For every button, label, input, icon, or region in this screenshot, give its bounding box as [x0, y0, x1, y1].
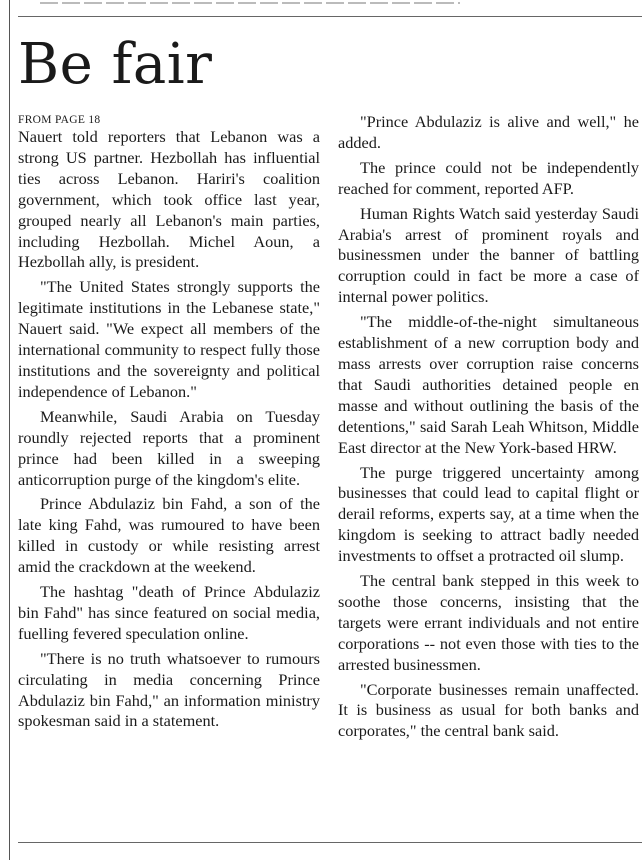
paragraph: Meanwhile, Saudi Arabia on Tuesday roundly rejected reports that a prominent prince had been killed in a sweeping anticorruption purge of the kingdom's elite. [18, 406, 320, 489]
paragraph: The central bank stepped in this week to soothe those concerns, insisting that the targets were errant individuals and not entire corporations -- not even those with ties to the arrested businessmen. [338, 571, 639, 674]
article-column-right [338, 112, 639, 746]
paragraph: Prince Abdulaziz bin Fahd, a son of the late king Fahd, was rumoured to have been killed in custody or while resisting arrest amid the crackdown at the weekend. [18, 494, 320, 577]
cropped-header-fragment [40, 0, 460, 6]
paragraph: "The United States strongly supports the legitimate institutions in the Lebanese state," Nauert said. "We expect all members of the international community to respect fully those institutions and the sovereignty and political independence of Lebanon." [18, 277, 320, 401]
paragraph: The hashtag "death of Prince Abdulaziz bin Fahd" has since featured on social media, fuelling fevered speculation online. [18, 582, 320, 643]
headline: Be fair [18, 32, 213, 97]
paragraph: "Corporate businesses remain unaffected. It is business as usual for both banks and corporates," the central bank said. [338, 679, 639, 741]
paragraph: The purge triggered uncertainty among businesses that could lead to capital flight or derail reforms, experts say, at a time when the kingdom is seeking to attract badly needed investments to offset a protracted oil slump. [338, 462, 639, 566]
article-column-left [18, 113, 320, 736]
paragraph: Human Rights Watch said yesterday Saudi Arabia's arrest of prominent royals and businessmen under the banner of battling corruption could in fact be more a case of internal power politics. [338, 203, 639, 307]
column-rule-left [9, 0, 10, 860]
bottom-rule [18, 842, 642, 843]
paragraph: "Prince Abdulaziz is alive and well," he added. [338, 112, 639, 152]
top-rule [18, 16, 642, 17]
paragraph: "The middle-of-the-night simultaneous establishment of a new corruption body and mass arrests over corruption raise concerns that Saudi authorities detained people en masse and without outlining the basis of the detentions," said Sarah Leah Whitson, Middle East director at the New York-based HRW. [338, 312, 639, 457]
continuation-kicker: FROM PAGE 18 [18, 114, 101, 126]
paragraph: Nauert told reporters that Lebanon was a strong US partner. Hezbollah has influential ties across Lebanon. Hariri's coalition government, which took office last year, grouped nearly all Lebanon's main parties, including Hezbollah. Michel Aoun, a Hezbollah ally, is president. [18, 127, 320, 272]
paragraph: "There is no truth whatsoever to rumours circulating in media concerning Prince Abdulaziz bin Fahd," an information ministry spokesman said in a statement. [18, 648, 320, 731]
paragraph: The prince could not be independently reached for comment, reported AFP. [338, 157, 639, 198]
